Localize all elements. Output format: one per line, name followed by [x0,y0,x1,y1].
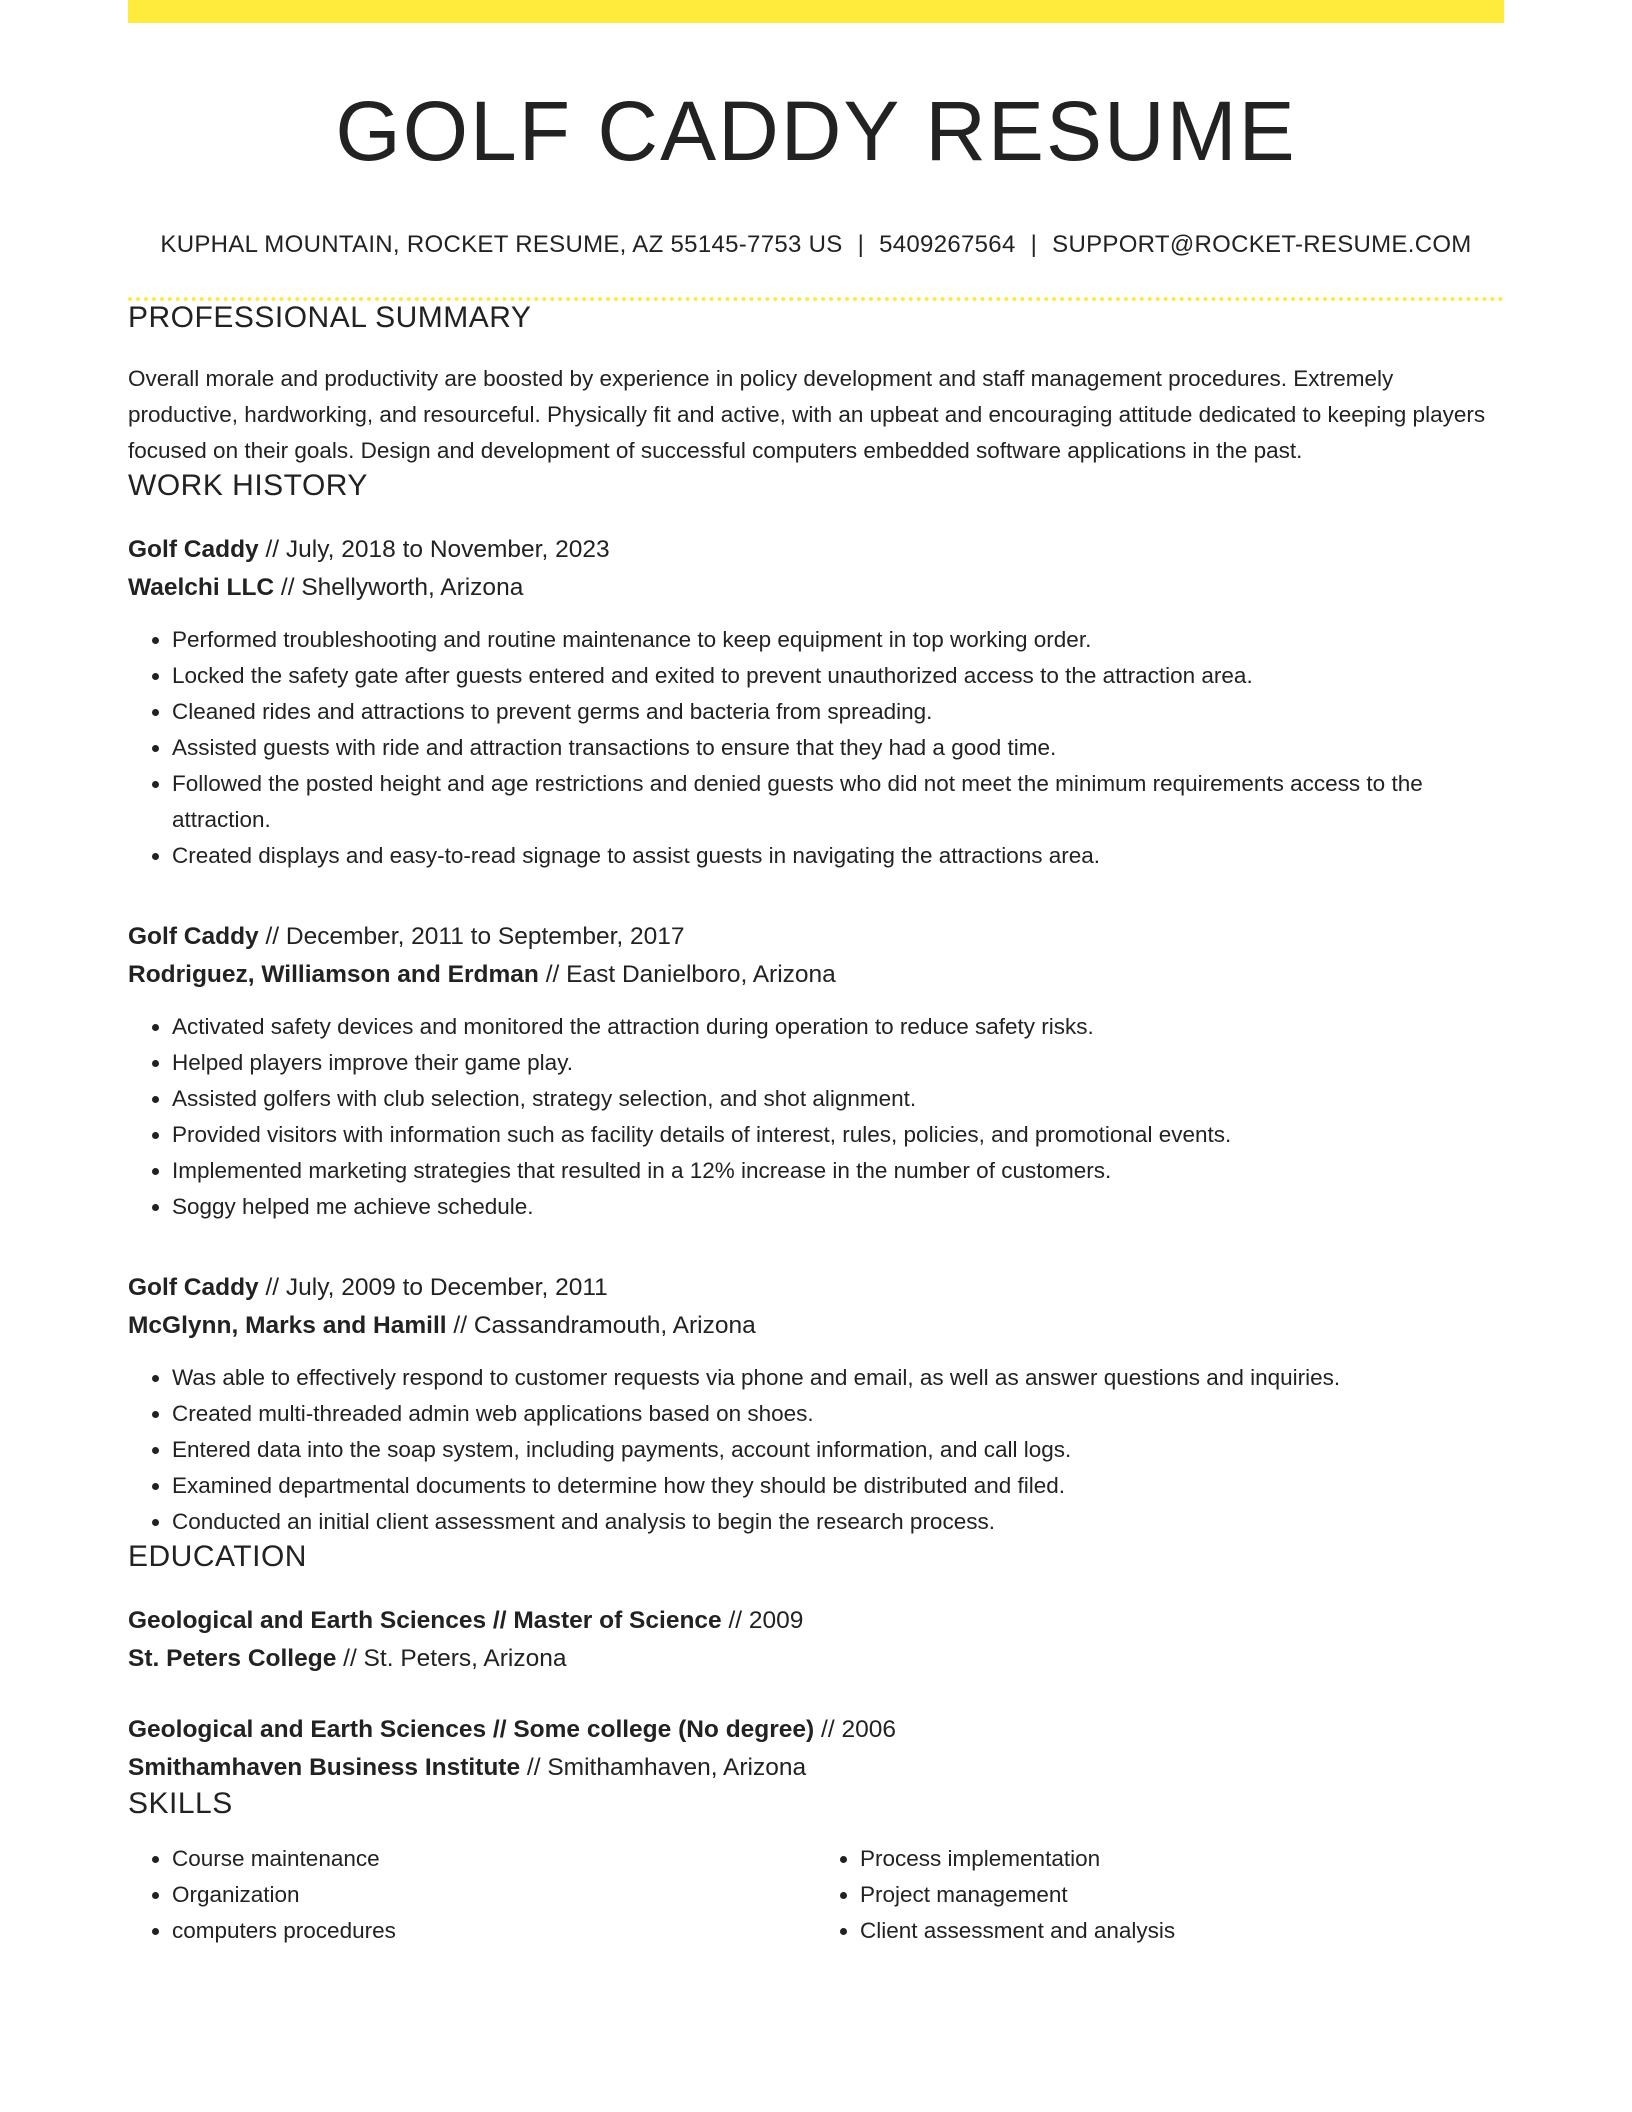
list-item: • Process implementation [860,1841,1504,1877]
skills-right-list [816,1841,1504,1949]
skills-heading: SKILLS [128,1787,233,1821]
list-item: • Was able to effectively respond to customer requests via phone and email, as well as answer questions and inquiries. [172,1360,1504,1396]
contact-address: KUPHAL MOUNTAIN, ROCKET RESUME, AZ 55145-7753 US [160,231,843,259]
education-heading: EDUCATION [128,1540,307,1574]
job-company: McGlynn, Marks and Hamill [128,1312,447,1340]
job-entry [128,918,1504,1225]
list-item: • Examined departmental documents to determine how they should be distributed and filed. [172,1468,1504,1504]
list-item: • Performed troubleshooting and routine maintenance to keep equipment in top working order. [172,622,1504,658]
job-company: Rodriguez, Williamson and Erdman [128,961,539,989]
job-dates: // December, 2011 to September, 2017 [265,923,685,951]
list-item: • Created multi-threaded admin web applications based on shoes. [172,1396,1504,1432]
job-dates: // July, 2009 to December, 2011 [265,1274,608,1302]
list-item: • Implemented marketing strategies that resulted in a 12% increase in the number of customers. [172,1153,1504,1189]
education-degree: Geological and Earth Sciences // Master of Science [128,1607,722,1635]
list-item: • Client assessment and analysis [860,1913,1504,1949]
list-item: • Assisted guests with ride and attraction transactions to ensure that they had a good time. [172,730,1504,766]
summary-heading: PROFESSIONAL SUMMARY [128,301,532,335]
list-item: • Conducted an initial client assessment and analysis to begin the research process. [172,1504,1504,1540]
list-item: • Cleaned rides and attractions to prevent germs and bacteria from spreading. [172,694,1504,730]
education-year: // 2009 [728,1607,804,1635]
contact-phone: 5409267564 [879,231,1016,259]
job-location: // East Danielboro, Arizona [545,961,836,989]
list-item: • Provided visitors with information such as facility details of interest, rules, policies, and promotional events. [172,1117,1504,1153]
contact-separator: | [1030,231,1038,259]
education-entry [128,1711,1504,1787]
list-item: • Course maintenance [172,1841,816,1877]
contact-email[interactable]: SUPPORT@ROCKET-RESUME.COM [1052,231,1472,259]
list-item: • Assisted golfers with club selection, strategy selection, and shot alignment. [172,1081,1504,1117]
list-item: • Entered data into the soap system, including payments, account information, and call logs. [172,1432,1504,1468]
work-history-heading: WORK HISTORY [128,469,368,503]
list-item: • Followed the posted height and age restrictions and denied guests who did not meet the minimum requirements access to the attraction. [172,766,1504,838]
job-company: Waelchi LLC [128,574,275,602]
education-year: // 2006 [821,1716,896,1744]
summary-text: Overall morale and productivity are boosted by experience in policy development and staff management procedures. Extremely productive, hardworking, and resourceful. Physically fit and active, with an upbeat and encouraging attitude dedicated to keeping players focused on their goals. Design and development of successful computers embedded software applications in the past. [128,366,1486,464]
list-item: • Project management [860,1877,1504,1913]
education-location: // St. Peters, Arizona [343,1645,567,1673]
skills-left-list [128,1841,816,1949]
job-title: Golf Caddy [128,923,259,951]
education-school: Smithamhaven Business Institute [128,1754,521,1782]
list-item: • Created displays and easy-to-read signage to assist guests in navigating the attractions area. [172,838,1504,874]
job-dates: // July, 2018 to November, 2023 [265,536,610,564]
job-location: // Shellyworth, Arizona [280,574,524,602]
list-item: • Soggy helped me achieve schedule. [172,1189,1504,1225]
list-item: • Activated safety devices and monitored the attraction during operation to reduce safety risks. [172,1009,1504,1045]
list-item: • Organization [172,1877,816,1913]
education-entry [128,1602,1504,1678]
top-accent-bar [128,0,1504,23]
resume-title: GOLF CADDY RESUME [335,84,1297,178]
resume-page [128,0,1504,1949]
education-school: St. Peters College [128,1645,337,1673]
job-bullets [128,1360,1504,1540]
contact-separator: | [857,231,865,259]
list-item: • Locked the safety gate after guests entered and exited to prevent unauthorized access to the attraction area. [172,658,1504,694]
skills-columns [128,1841,1504,1949]
job-title: Golf Caddy [128,536,259,564]
job-title: Golf Caddy [128,1274,259,1302]
job-entry [128,1269,1504,1540]
list-item: • computers procedures [172,1913,816,1949]
list-item: • Helped players improve their game play. [172,1045,1504,1081]
education-degree: Geological and Earth Sciences // Some college (No degree) [128,1716,815,1744]
job-bullets [128,622,1504,874]
job-bullets [128,1009,1504,1225]
education-location: // Smithamhaven, Arizona [526,1754,807,1782]
contact-line [128,231,1504,259]
job-entry [128,531,1504,874]
job-location: // Cassandramouth, Arizona [453,1312,756,1340]
